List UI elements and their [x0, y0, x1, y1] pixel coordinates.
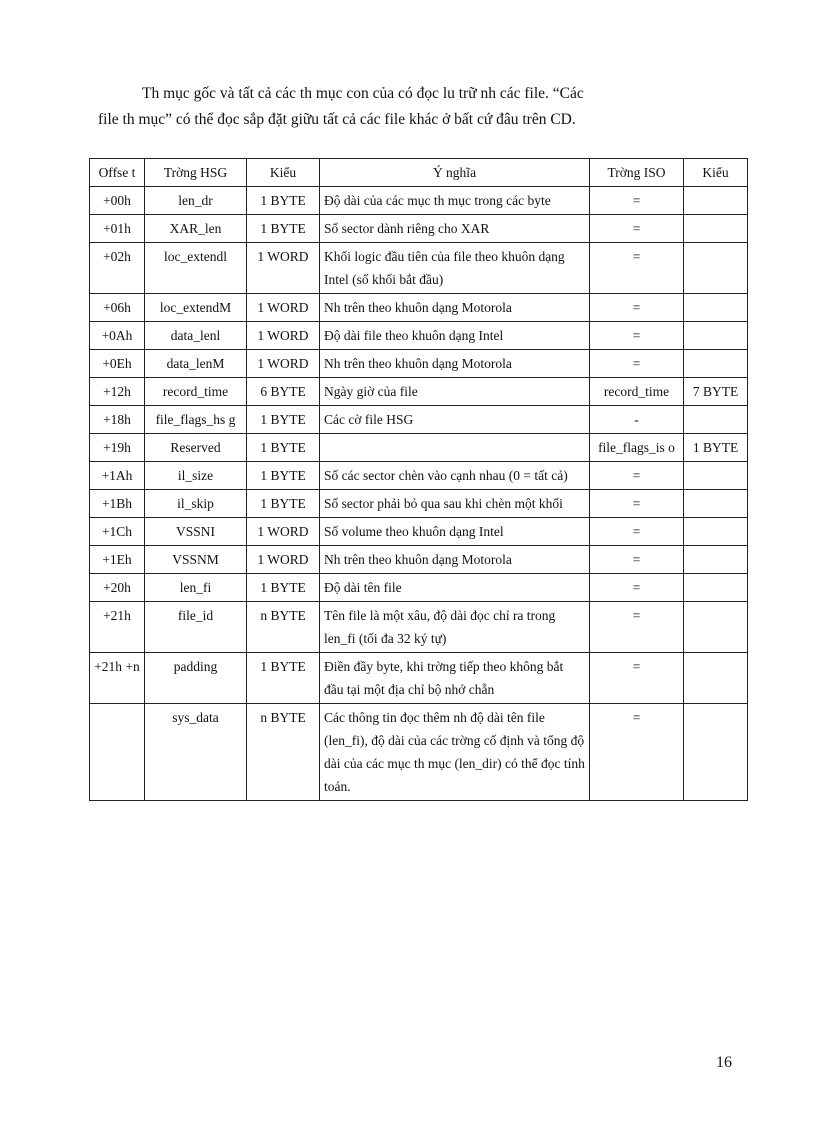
header-iso-field: Trờng ISO: [590, 159, 684, 187]
iso-type-cell: [684, 653, 748, 704]
meaning-cell: [320, 434, 590, 462]
iso-type-cell: [684, 406, 748, 434]
offset-cell: +00h: [90, 187, 145, 215]
intro-line-2: file th mục” có thể đọc sắp đặt giữu tất cả các file khác ở bất cứ đâu trên CD.: [98, 111, 576, 128]
iso-field-cell: -: [590, 406, 684, 434]
meaning-cell: Độ dài file theo khuôn dạng Intel: [320, 322, 590, 350]
type-cell: 1 WORD: [247, 243, 320, 294]
iso-type-cell: [684, 215, 748, 243]
table-row: [90, 215, 748, 243]
table-row: [90, 462, 748, 490]
meaning-cell: Nh trên theo khuôn dạng Motorola: [320, 294, 590, 322]
directory-record-table: [89, 158, 748, 801]
hsg-field-cell: len_fi: [145, 574, 247, 602]
type-cell: 1 BYTE: [247, 434, 320, 462]
iso-type-cell: [684, 350, 748, 378]
header-type: Kiểu: [247, 159, 320, 187]
offset-cell: +12h: [90, 378, 145, 406]
meaning-cell: Số sector dành riêng cho XAR: [320, 215, 590, 243]
iso-field-cell: =: [590, 187, 684, 215]
meaning-cell: Độ dài của các mục th mục trong các byte: [320, 187, 590, 215]
meaning-cell: Độ dài tên file: [320, 574, 590, 602]
type-cell: 1 WORD: [247, 350, 320, 378]
offset-cell: [90, 704, 145, 801]
type-cell: 1 BYTE: [247, 574, 320, 602]
iso-field-cell: =: [590, 574, 684, 602]
table-row: [90, 602, 748, 653]
header-meaning: Ý nghĩa: [320, 159, 590, 187]
hsg-field-cell: XAR_len: [145, 215, 247, 243]
hsg-field-cell: data_lenM: [145, 350, 247, 378]
type-cell: 1 BYTE: [247, 406, 320, 434]
meaning-cell: Nh trên theo khuôn dạng Motorola: [320, 350, 590, 378]
offset-cell: +1Ch: [90, 518, 145, 546]
intro-paragraph: [98, 81, 738, 133]
table-row: [90, 243, 748, 294]
iso-type-cell: [684, 187, 748, 215]
table-row: [90, 322, 748, 350]
offset-cell: +21h: [90, 602, 145, 653]
meaning-cell: Ngày giờ của file: [320, 378, 590, 406]
iso-type-cell: [684, 462, 748, 490]
iso-field-cell: =: [590, 653, 684, 704]
header-iso-type: Kiểu: [684, 159, 748, 187]
meaning-cell: Khối logic đầu tiên của file theo khuôn dạng Intel (số khối bắt đầu): [320, 243, 590, 294]
intro-line-1: Th mục gốc và tất cả các th mục con của có đọc lu trữ nh các file. “Các: [142, 85, 584, 102]
iso-field-cell: file_flags_is o: [590, 434, 684, 462]
offset-cell: +0Eh: [90, 350, 145, 378]
iso-type-cell: [684, 490, 748, 518]
meaning-cell: Các thông tin đọc thêm nh độ dài tên file (len_fi), độ dài của các trờng cố định và tổng độ dài của các mục th mục (len_dir) có thể đọc tính toán.: [320, 704, 590, 801]
hsg-field-cell: Reserved: [145, 434, 247, 462]
iso-type-cell: [684, 546, 748, 574]
iso-type-cell: 7 BYTE: [684, 378, 748, 406]
type-cell: 1 WORD: [247, 322, 320, 350]
type-cell: 1 BYTE: [247, 653, 320, 704]
iso-type-cell: 1 BYTE: [684, 434, 748, 462]
iso-field-cell: =: [590, 294, 684, 322]
iso-field-cell: =: [590, 462, 684, 490]
table-row: [90, 653, 748, 704]
offset-cell: +18h: [90, 406, 145, 434]
type-cell: 1 WORD: [247, 294, 320, 322]
iso-field-cell: =: [590, 490, 684, 518]
offset-cell: +06h: [90, 294, 145, 322]
table-row: [90, 187, 748, 215]
iso-field-cell: =: [590, 243, 684, 294]
hsg-field-cell: file_flags_hs g: [145, 406, 247, 434]
iso-field-cell: =: [590, 518, 684, 546]
hsg-field-cell: padding: [145, 653, 247, 704]
offset-cell: +19h: [90, 434, 145, 462]
meaning-cell: Điền đầy byte, khi trờng tiếp theo không bắt đầu tại một địa chỉ bộ nhớ chẵn: [320, 653, 590, 704]
table-row: [90, 378, 748, 406]
table-row: [90, 406, 748, 434]
hsg-field-cell: len_dr: [145, 187, 247, 215]
header-offset: Offse t: [90, 159, 145, 187]
meaning-cell: Số các sector chèn vào cạnh nhau (0 = tất cả): [320, 462, 590, 490]
table-row: [90, 434, 748, 462]
iso-field-cell: =: [590, 215, 684, 243]
hsg-field-cell: VSSNI: [145, 518, 247, 546]
offset-cell: +1Eh: [90, 546, 145, 574]
hsg-field-cell: file_id: [145, 602, 247, 653]
type-cell: 6 BYTE: [247, 378, 320, 406]
table-header-row: [90, 159, 748, 187]
type-cell: 1 WORD: [247, 518, 320, 546]
meaning-cell: Nh trên theo khuôn dạng Motorola: [320, 546, 590, 574]
iso-type-cell: [684, 602, 748, 653]
offset-cell: +0Ah: [90, 322, 145, 350]
table-row: [90, 350, 748, 378]
iso-type-cell: [684, 518, 748, 546]
type-cell: 1 BYTE: [247, 215, 320, 243]
meaning-cell: Tên file là một xâu, độ dài đọc chỉ ra trong len_fi (tối đa 32 ký tự): [320, 602, 590, 653]
type-cell: 1 BYTE: [247, 187, 320, 215]
iso-field-cell: record_time: [590, 378, 684, 406]
table-row: [90, 518, 748, 546]
iso-type-cell: [684, 243, 748, 294]
iso-field-cell: =: [590, 546, 684, 574]
type-cell: n BYTE: [247, 704, 320, 801]
meaning-cell: Số volume theo khuôn dạng Intel: [320, 518, 590, 546]
table-body: [90, 187, 748, 801]
iso-type-cell: [684, 294, 748, 322]
meaning-cell: Các cờ file HSG: [320, 406, 590, 434]
iso-field-cell: =: [590, 322, 684, 350]
offset-cell: +1Ah: [90, 462, 145, 490]
hsg-field-cell: il_size: [145, 462, 247, 490]
type-cell: 1 WORD: [247, 546, 320, 574]
offset-cell: +1Bh: [90, 490, 145, 518]
iso-field-cell: =: [590, 602, 684, 653]
hsg-field-cell: loc_extendM: [145, 294, 247, 322]
table-row: [90, 704, 748, 801]
offset-cell: +20h: [90, 574, 145, 602]
hsg-field-cell: il_skip: [145, 490, 247, 518]
offset-cell: +21h +n: [90, 653, 145, 704]
iso-field-cell: =: [590, 704, 684, 801]
table-row: [90, 546, 748, 574]
type-cell: 1 BYTE: [247, 462, 320, 490]
meaning-cell: Số sector phải bỏ qua sau khi chèn một khối: [320, 490, 590, 518]
hsg-field-cell: record_time: [145, 378, 247, 406]
hsg-field-cell: VSSNM: [145, 546, 247, 574]
type-cell: n BYTE: [247, 602, 320, 653]
hsg-field-cell: sys_data: [145, 704, 247, 801]
table-row: [90, 294, 748, 322]
iso-type-cell: [684, 322, 748, 350]
page-number: 16: [716, 1054, 732, 1071]
offset-cell: +02h: [90, 243, 145, 294]
hsg-field-cell: data_lenl: [145, 322, 247, 350]
table-row: [90, 574, 748, 602]
hsg-field-cell: loc_extendl: [145, 243, 247, 294]
table-row: [90, 490, 748, 518]
type-cell: 1 BYTE: [247, 490, 320, 518]
iso-type-cell: [684, 704, 748, 801]
iso-type-cell: [684, 574, 748, 602]
iso-field-cell: =: [590, 350, 684, 378]
offset-cell: +01h: [90, 215, 145, 243]
header-hsg-field: Trờng HSG: [145, 159, 247, 187]
